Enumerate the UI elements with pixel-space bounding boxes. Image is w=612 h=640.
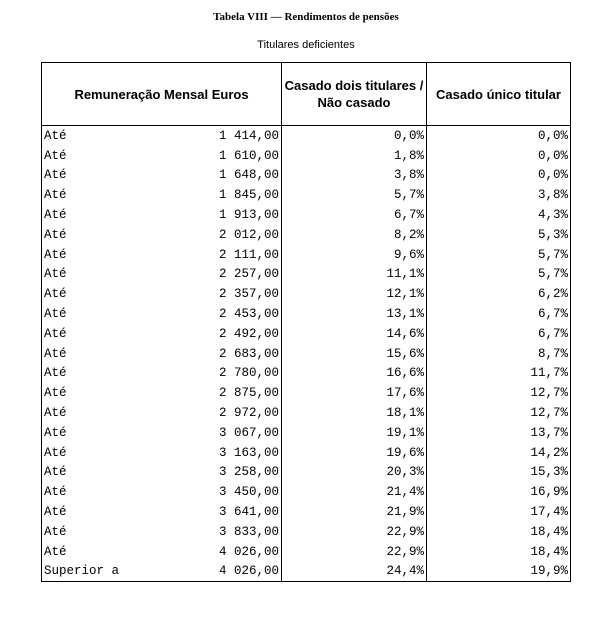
table-row: [42, 225, 571, 245]
remuneration-amount: 3 258,00: [132, 463, 282, 483]
table-body: [42, 126, 571, 582]
remuneration-amount: 2 492,00: [132, 324, 282, 344]
rate-single-holder: 8,7%: [427, 344, 571, 364]
rate-two-holders: 6,7%: [282, 205, 427, 225]
table-row: [42, 284, 571, 304]
row-label: Até: [42, 502, 132, 522]
row-label: Superior a: [42, 562, 132, 582]
rate-two-holders: 11,1%: [282, 265, 427, 285]
rate-single-holder: 5,7%: [427, 245, 571, 265]
table-title: Tabela VIII — Rendimentos de pensões: [213, 11, 399, 23]
pension-income-table: [41, 62, 571, 582]
rate-two-holders: 1,8%: [282, 146, 427, 166]
row-label: Até: [42, 166, 132, 186]
rate-single-holder: 6,7%: [427, 324, 571, 344]
rate-two-holders: 19,1%: [282, 423, 427, 443]
rate-single-holder: 0,0%: [427, 146, 571, 166]
remuneration-amount: 1 913,00: [132, 205, 282, 225]
row-label: Até: [42, 403, 132, 423]
column-header-married-two-holders: Casado dois titulares / Não casado: [282, 63, 427, 126]
rate-two-holders: 16,6%: [282, 364, 427, 384]
rate-single-holder: 11,7%: [427, 364, 571, 384]
table-row: [42, 126, 571, 146]
remuneration-amount: 2 683,00: [132, 344, 282, 364]
rate-two-holders: 18,1%: [282, 403, 427, 423]
remuneration-amount: 2 453,00: [132, 304, 282, 324]
remuneration-amount: 2 357,00: [132, 284, 282, 304]
table-row: [42, 403, 571, 423]
rate-single-holder: 12,7%: [427, 383, 571, 403]
table-row: [42, 423, 571, 443]
rate-two-holders: 21,4%: [282, 482, 427, 502]
rate-two-holders: 22,9%: [282, 522, 427, 542]
table-row: [42, 304, 571, 324]
row-label: Até: [42, 482, 132, 502]
row-label: Até: [42, 344, 132, 364]
table-row: [42, 542, 571, 562]
table-row: [42, 364, 571, 384]
remuneration-amount: 1 648,00: [132, 166, 282, 186]
remuneration-amount: 3 163,00: [132, 443, 282, 463]
rate-single-holder: 6,7%: [427, 304, 571, 324]
rate-two-holders: 3,8%: [282, 166, 427, 186]
row-label: Até: [42, 522, 132, 542]
rate-single-holder: 18,4%: [427, 542, 571, 562]
rate-single-holder: 15,3%: [427, 463, 571, 483]
table-row: [42, 265, 571, 285]
rate-two-holders: 13,1%: [282, 304, 427, 324]
row-label: Até: [42, 463, 132, 483]
row-label: Até: [42, 324, 132, 344]
table-row: [42, 502, 571, 522]
table-row: [42, 324, 571, 344]
remuneration-amount: 2 257,00: [132, 265, 282, 285]
remuneration-amount: 3 067,00: [132, 423, 282, 443]
table-subtitle: Titulares deficientes: [257, 39, 355, 51]
remuneration-amount: 3 641,00: [132, 502, 282, 522]
rate-two-holders: 12,1%: [282, 284, 427, 304]
remuneration-amount: 2 972,00: [132, 403, 282, 423]
rate-single-holder: 3,8%: [427, 185, 571, 205]
rate-two-holders: 9,6%: [282, 245, 427, 265]
rate-two-holders: 24,4%: [282, 562, 427, 582]
rate-single-holder: 4,3%: [427, 205, 571, 225]
row-label: Até: [42, 443, 132, 463]
rate-two-holders: 5,7%: [282, 185, 427, 205]
remuneration-amount: 1 845,00: [132, 185, 282, 205]
rate-two-holders: 20,3%: [282, 463, 427, 483]
table-row: [42, 146, 571, 166]
table-row: [42, 463, 571, 483]
table-row: [42, 185, 571, 205]
rate-single-holder: 17,4%: [427, 502, 571, 522]
rate-single-holder: 14,2%: [427, 443, 571, 463]
row-label: Até: [42, 364, 132, 384]
remuneration-amount: 4 026,00: [132, 562, 282, 582]
remuneration-amount: 2 780,00: [132, 364, 282, 384]
row-label: Até: [42, 265, 132, 285]
table-row: [42, 522, 571, 542]
table-header-row: [42, 63, 571, 126]
row-label: Até: [42, 542, 132, 562]
rate-two-holders: 8,2%: [282, 225, 427, 245]
remuneration-amount: 2 875,00: [132, 383, 282, 403]
rate-single-holder: 5,7%: [427, 265, 571, 285]
rate-single-holder: 18,4%: [427, 522, 571, 542]
rate-two-holders: 0,0%: [282, 126, 427, 146]
rate-two-holders: 17,6%: [282, 383, 427, 403]
rate-single-holder: 6,2%: [427, 284, 571, 304]
table-row: [42, 245, 571, 265]
row-label: Até: [42, 423, 132, 443]
row-label: Até: [42, 146, 132, 166]
rate-single-holder: 0,0%: [427, 126, 571, 146]
table-row: [42, 482, 571, 502]
table-row: [42, 562, 571, 582]
rate-two-holders: 19,6%: [282, 443, 427, 463]
rate-single-holder: 0,0%: [427, 166, 571, 186]
rate-two-holders: 21,9%: [282, 502, 427, 522]
remuneration-amount: 3 450,00: [132, 482, 282, 502]
remuneration-amount: 3 833,00: [132, 522, 282, 542]
table-row: [42, 344, 571, 364]
rate-two-holders: 22,9%: [282, 542, 427, 562]
column-header-married-single-holder: Casado único titular: [427, 63, 571, 126]
table-row: [42, 205, 571, 225]
rate-single-holder: 16,9%: [427, 482, 571, 502]
row-label: Até: [42, 383, 132, 403]
remuneration-amount: 1 610,00: [132, 146, 282, 166]
table-row: [42, 166, 571, 186]
row-label: Até: [42, 185, 132, 205]
rate-two-holders: 15,6%: [282, 344, 427, 364]
rate-two-holders: 14,6%: [282, 324, 427, 344]
row-label: Até: [42, 225, 132, 245]
row-label: Até: [42, 304, 132, 324]
rate-single-holder: 5,3%: [427, 225, 571, 245]
rate-single-holder: 19,9%: [427, 562, 571, 582]
remuneration-amount: 4 026,00: [132, 542, 282, 562]
table-row: [42, 443, 571, 463]
remuneration-amount: 2 012,00: [132, 225, 282, 245]
row-label: Até: [42, 205, 132, 225]
row-label: Até: [42, 284, 132, 304]
row-label: Até: [42, 126, 132, 146]
remuneration-amount: 1 414,00: [132, 126, 282, 146]
row-label: Até: [42, 245, 132, 265]
remuneration-amount: 2 111,00: [132, 245, 282, 265]
rate-single-holder: 12,7%: [427, 403, 571, 423]
table-row: [42, 383, 571, 403]
column-header-remuneration: Remuneração Mensal Euros: [42, 63, 282, 126]
rate-single-holder: 13,7%: [427, 423, 571, 443]
